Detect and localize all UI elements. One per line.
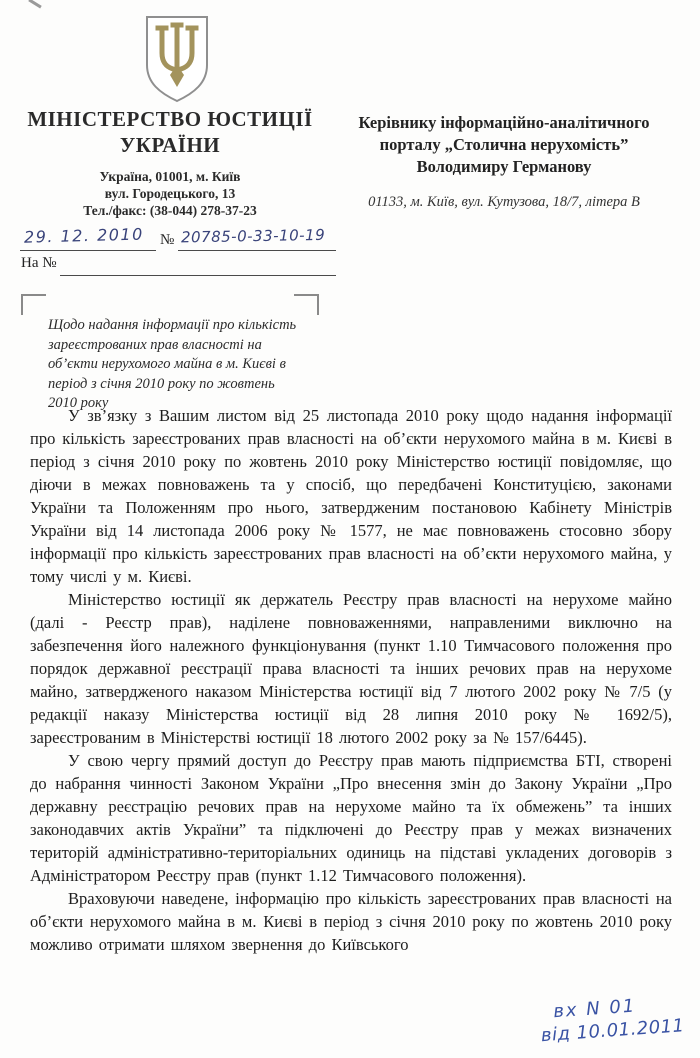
corner-mark-right: [294, 294, 319, 315]
ukraine-trident-icon: [139, 13, 215, 105]
subject-block: [48, 316, 316, 414]
incoming-stamp-note: [539, 991, 692, 1047]
recipient-block: [318, 112, 690, 178]
reply-to-underline: [60, 255, 336, 276]
outgoing-date-handwritten: 29. 12. 2010: [23, 224, 145, 247]
date-underline: [20, 250, 156, 251]
ministry-address-line3: Тел./факс: (38-044) 278-37-23: [83, 203, 257, 218]
ministry-name: [15, 106, 325, 158]
subject-line3: об’єкти нерухомого майна в м. Києві в: [48, 356, 286, 372]
recipient-address: 01133, м. Київ, вул. Кутузова, 18/7, літера В: [368, 194, 640, 210]
subject-line1: Щодо надання інформації про кількість: [48, 317, 297, 333]
scan-artifact: [28, 0, 41, 8]
letter-body: [30, 404, 672, 956]
corner-mark-left: [21, 294, 46, 315]
body-paragraph-1: У зв’язку з Вашим листом від 25 листопада 2010 року щодо надання інформації про кількість зареєстрованих прав власності на об’єкти нерухомого майна в м. Києві в період з січня 2010 року по жовтень 2010 року Міністерство юстиції повідомляє, що діючи в межах повноважень та у спосіб, що передбачені Конституцією, законами України та Положенням про нього, затвердженим постановою Кабінету Міністрів України від 14 листопада 2006 року № 1577, не має повноважень стосовно збору інформації про кількість зареєстрованих прав власності на об’єкти нерухомого майна, у тому числі у м. Києві.: [30, 406, 672, 586]
incoming-date: від 10.01.2011: [540, 1015, 686, 1047]
outgoing-number-handwritten: 20785-0-33-10-19: [180, 225, 326, 247]
body-paragraph-2: Міністерство юстиції як держатель Реєстру прав власності на нерухоме майно (далі - Реєстр прав), наділене повноваженнями, направленими виключно на забезпечення його належного функціонування (пункт 1.10 Тимчасового положення про порядок державної реєстрації права власності та інших речових прав на нерухоме майно, затвердженого наказом Міністерства юстиції від 7 лютого 2002 року № 7/5 (у редакції наказу Міністерства юстиції від 28 липня 2010 року № 1692/5), зареєстрованим в Міністерстві юстиції 18 лютого 2002 року за № 157/6445).: [30, 590, 672, 747]
recipient-line1: Керівнику інформаційно-аналітичного: [358, 113, 650, 132]
ministry-address-line2: вул. Городецького, 13: [104, 186, 236, 201]
recipient-line3: Володимиру Германову: [416, 157, 592, 176]
body-paragraph-3: У свою чергу прямий доступ до Реєстру прав мають підприємства БТІ, створені до набрання чинності Законом України „Про внесення змін до Закону України „Про державну реєстрацію речових прав на нерухоме майно та їх обмежень” та інших законодавчих актів України” та підключені до Реєстру прав у межах визначених територій адміністративно-територіальних одиниць на підставі укладених договорів з Адміністратором Реєстру прав (пункт 1.12 Тимчасового положення).: [30, 751, 672, 885]
subject-line5: 2010 року: [48, 395, 109, 411]
ministry-name-line2: УКРАЇНИ: [119, 133, 221, 157]
number-label: №: [160, 232, 175, 248]
number-underline: [178, 250, 336, 251]
incoming-number: вх N 01: [552, 995, 637, 1023]
reply-to-label: На №: [21, 255, 57, 271]
recipient-line2: порталу „Столична нерухомість”: [379, 135, 629, 154]
subject-line2: зареєстрованих прав власності на: [48, 336, 262, 353]
body-paragraph-4: Враховуючи наведене, інформацію про кількість зареєстрованих прав власності на об’єкти нерухомого майна в м. Києві в період з січня 2010 року по жовтень 2010 року можливо отримати шляхом звернення до Київського: [30, 889, 672, 954]
ministry-name-line1: МІНІСТЕРСТВО ЮСТИЦІЇ: [27, 107, 313, 131]
ministry-address-line1: Україна, 01001, м. Київ: [99, 169, 241, 184]
subject-line4: період з січня 2010 року по жовтень: [48, 375, 275, 392]
ministry-address: [15, 168, 325, 219]
